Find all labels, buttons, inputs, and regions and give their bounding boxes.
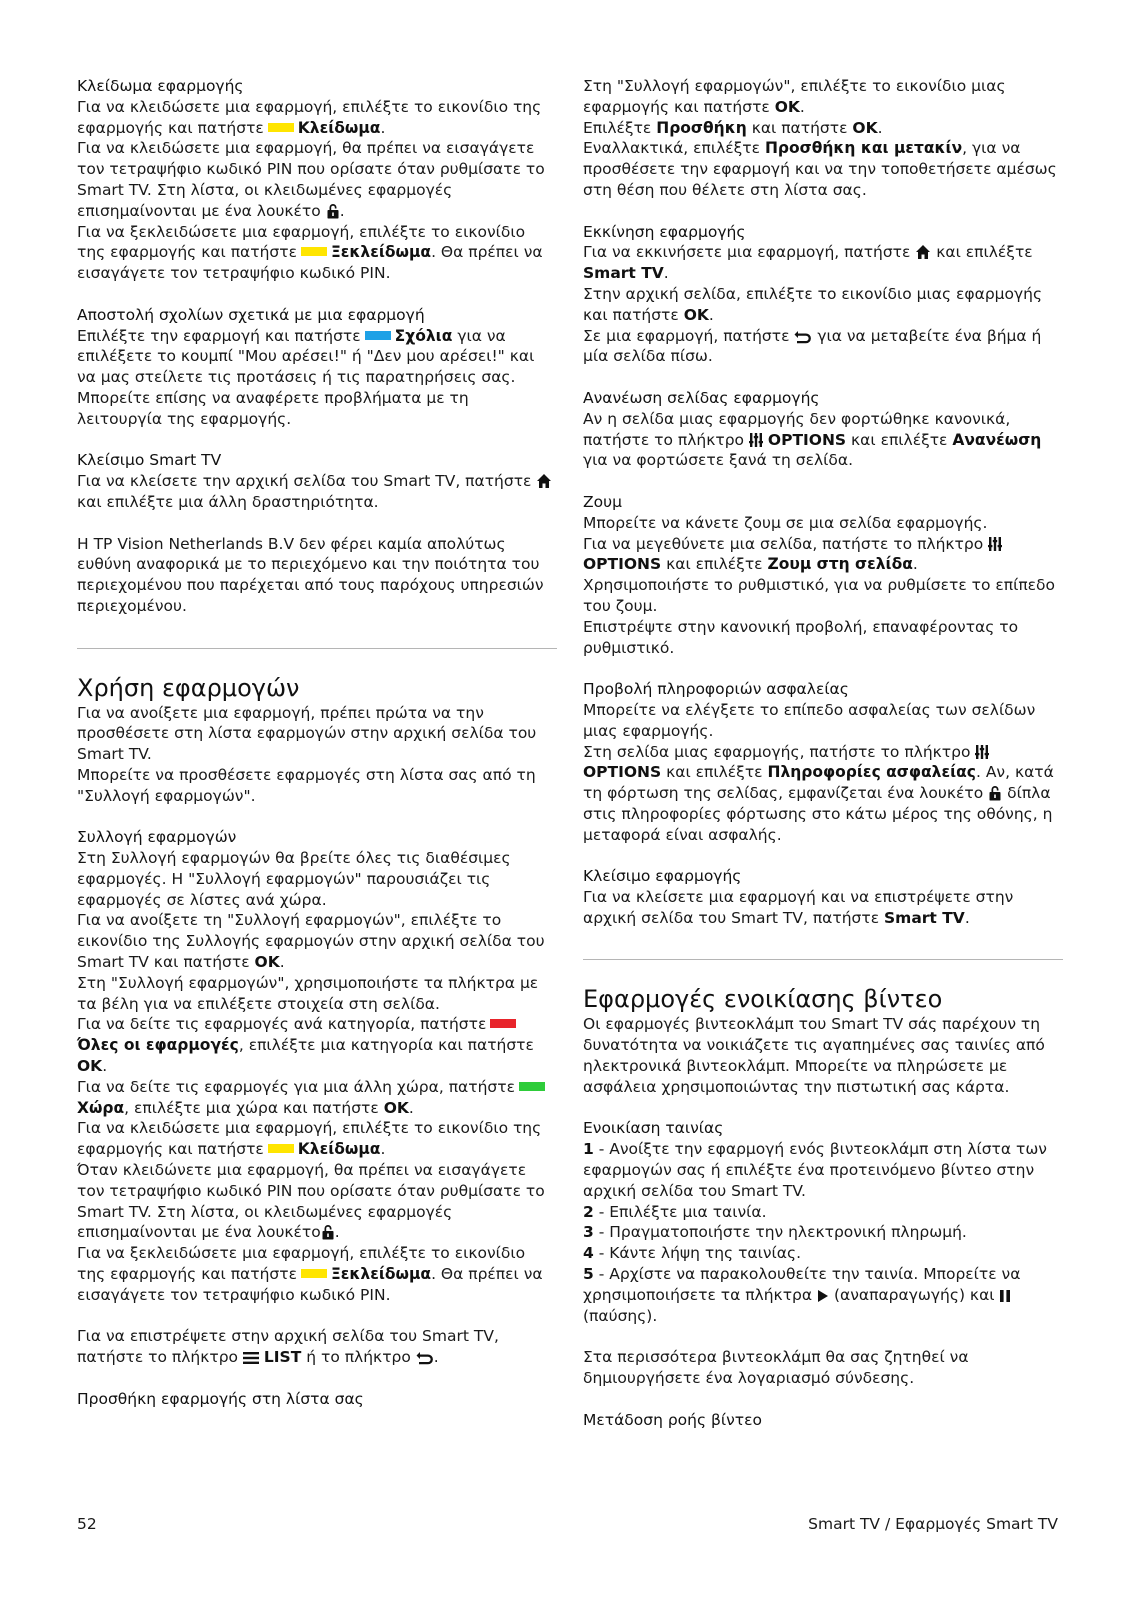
reload-title: Ανανέωση σελίδας εφαρμογής bbox=[583, 388, 820, 407]
zoom-p2: Για να μεγεθύνετε μια σελίδα, πατήστε το πλήκτρο OPTIONS και επιλέξτε Ζουμ στη σελίδα. bbox=[583, 534, 1063, 576]
zoom-p1: Μπορείτε να κάνετε ζουμ σε μια σελίδα εφαρμογής. bbox=[583, 513, 988, 532]
gallery-p2: Για να ανοίξετε τη "Συλλογή εφαρμογών", επιλέξτε το εικονίδιο της Συλλογής εφαρμογών στην αρχική σελίδα του Smart TV και πατήστε OK. bbox=[77, 911, 545, 972]
launch-p3: Σε μια εφαρμογή, πατήστε για να μεταβείτε ένα βήμα ή μία σελίδα πίσω. bbox=[583, 326, 1042, 366]
unlock-key-label: Ξεκλείδωμα bbox=[330, 243, 432, 262]
using-apps-p1: Για να ανοίξετε μια εφαρμογή, πρέπει πρώτα να την προσθέσετε στη λίστα εφαρμογών στην αρχική σελίδα του Smart TV. bbox=[77, 703, 537, 764]
gallery-p7: Όταν κλειδώνετε μια εφαρμογή, θα πρέπει να εισαγάγετε τον τετραψήφιο κωδικό PIN που ορίσατε όταν ρυθμίσατε το Smart TV. Στη λίστα, οι κλειδωμένες εφαρμογές επισημαίνονται με ένα λουκέτο . bbox=[77, 1161, 545, 1242]
security-p2: Στη σελίδα μιας εφαρμογής, πατήστε το πλήκτρο OPTIONS και επιλέξτε Πληροφορίες ασφαλείας. Αν, κατά τη φόρτωση της σελίδας, εμφανίζεται ένα λουκέτο δίπλα στις πληροφορίες φόρτωσης στο κάτω μέρος της οθόνης, η μεταφορά είναι ασφαλής. bbox=[583, 742, 1054, 844]
back-icon bbox=[416, 1351, 434, 1365]
section-divider bbox=[583, 959, 1063, 960]
zoom-p4: Επιστρέψτε στην κανονική προβολή, επαναφέροντας το ρυθμιστικό. bbox=[583, 617, 1019, 657]
close-smart-title: Κλείσιμο Smart TV bbox=[77, 451, 222, 470]
yellow-key-icon bbox=[301, 247, 327, 256]
add-key-label: Προσθήκη bbox=[656, 118, 747, 137]
lock-icon bbox=[321, 1224, 335, 1240]
rent-step-3: 3 - Πραγματοποιήστε την ηλεκτρονική πληρωμή. bbox=[583, 1223, 967, 1242]
lock-key-label: Κλείδωμα bbox=[297, 118, 381, 137]
feedback-p1: Επιλέξτε την εφαρμογή και πατήστε Σχόλια για να επιλέξετε το κουμπί "Μου αρέσει!" ή "Δεν μου αρέσει!" και να μας στείλετε τις προτάσεις ή τις παρατηρήσεις σας. Μπορείτε επίσης να αναφέρετε προβλήματα με τη λειτουργία της εφαρμογής. bbox=[77, 326, 535, 428]
rental-heading: Εφαρμογές ενοικίασης βίντεο bbox=[583, 985, 943, 1014]
options-icon bbox=[988, 536, 1002, 552]
lock-app-p3: Για να ξεκλειδώσετε μια εφαρμογή, επιλέξτε το εικονίδιο της εφαρμογής και πατήστε Ξεκλείδωμα. Θα πρέπει να εισαγάγετε τον τετραψήφιο κωδικό PIN. bbox=[77, 222, 543, 283]
gallery-p3: Στη "Συλλογή εφαρμογών", χρησιμοποιήστε τα πλήκτρα με τα βέλη για να επιλέξετε στοιχεία στη σελίδα. bbox=[77, 973, 539, 1013]
options-icon bbox=[749, 432, 763, 448]
page-number: 52 bbox=[77, 1515, 97, 1533]
yellow-key-icon bbox=[268, 1144, 294, 1153]
rental-account-p: Στα περισσότερα βιντεοκλάμπ θα σας ζητηθεί να δημιουργήσετε ένα λογαριασμό σύνδεσης. bbox=[583, 1348, 969, 1388]
rent-step-2: 2 - Επιλέξτε μια ταινία. bbox=[583, 1202, 767, 1221]
using-apps-p2: Μπορείτε να προσθέσετε εφαρμογές στη λίστα σας από τη "Συλλογή εφαρμογών". bbox=[77, 765, 536, 805]
lock-icon bbox=[988, 785, 1002, 801]
green-key-icon bbox=[519, 1082, 545, 1091]
country-key-label: Χώρα bbox=[77, 1098, 125, 1117]
close-smart-p1: Για να κλείσετε την αρχική σελίδα του Smart TV, πατήστε και επιλέξτε μια άλλη δραστηριότητα. bbox=[77, 471, 557, 513]
reload-p1: Αν η σελίδα μιας εφαρμογής δεν φορτώθηκε κανονικά, πατήστε το πλήκτρο OPTIONS και επιλέξτε Ανανέωση για να φορτώσετε ξανά τη σελίδα. bbox=[583, 409, 1042, 470]
add-app-title: Προσθήκη εφαρμογής στη λίστα σας bbox=[77, 1389, 364, 1408]
launch-p1: Για να εκκινήσετε μια εφαρμογή, πατήστε και επιλέξτε Smart TV. bbox=[583, 243, 1033, 283]
zoom-title: Ζουμ bbox=[583, 492, 622, 511]
all-apps-key-label: Όλες οι εφαρμογές bbox=[77, 1036, 239, 1055]
rent-movie-title: Ενοικίαση ταινίας bbox=[583, 1119, 724, 1138]
left-column bbox=[77, 76, 557, 1410]
security-title: Προβολή πληροφοριών ασφαλείας bbox=[583, 680, 849, 699]
zoom-page-key-label: Ζουμ στη σελίδα bbox=[767, 555, 913, 574]
lock-key-label: Κλείδωμα bbox=[297, 1140, 381, 1159]
add-p2: Επιλέξτε Προσθήκη και πατήστε OK. bbox=[583, 118, 883, 137]
lock-app-p2: Για να κλειδώσετε μια εφαρμογή, θα πρέπει να εισαγάγετε τον τετραψήφιο κωδικό PIN που ορίσατε όταν ρυθμίσατε το Smart TV. Στη λίστα, οι κλειδωμένες εφαρμογές επισημαίνονται με ένα λουκέτο . bbox=[77, 139, 545, 220]
unlock-key-label: Ξεκλείδωμα bbox=[330, 1265, 432, 1284]
launch-p2: Στην αρχική σελίδα, επιλέξτε το εικονίδιο μιας εφαρμογής και πατήστε OK. bbox=[583, 284, 1043, 324]
streaming-title: Μετάδοση ροής βίντεο bbox=[583, 1410, 762, 1429]
add-p3: Εναλλακτικά, επιλέξτε Προσθήκη και μετακίν, για να προσθέσετε την εφαρμογή και να την τοποθετήσετε αμέσως στη θέση που θέλετε στη λίστα σας. bbox=[583, 139, 1057, 199]
add-p1: Στη "Συλλογή εφαρμογών", επιλέξτε το εικονίδιο μιας εφαρμογής και πατήστε OK. bbox=[583, 77, 1006, 116]
lock-icon bbox=[326, 203, 340, 219]
pause-icon bbox=[999, 1289, 1011, 1303]
rent-step-5: 5 - Αρχίστε να παρακολουθείτε την ταινία. Μπορείτε να χρησιμοποιήσετε τα πλήκτρα (αναπαραγωγής) και (παύσης). bbox=[583, 1265, 1021, 1325]
rent-step-1: 1 - Ανοίξτε την εφαρμογή ενός βιντεοκλάμπ στη λίστα των εφαρμογών σας ή επιλέξτε ένα προτεινόμενο βίντεο στην αρχική σελίδα του Smart TV. bbox=[583, 1140, 1047, 1200]
back-icon bbox=[794, 330, 812, 344]
gallery-p1: Στη Συλλογή εφαρμογών θα βρείτε όλες τις διαθέσιμες εφαρμογές. Η "Συλλογή εφαρμογών" παρουσιάζει τις εφαρμογές σε λίστες ανά χώρα. bbox=[77, 849, 511, 909]
rent-step-4: 4 - Κάντε λήψη της ταινίας. bbox=[583, 1244, 802, 1263]
footer-section-title: Smart TV / Εφαρμογές Smart TV bbox=[808, 1515, 1058, 1533]
zoom-p3: Χρησιμοποιήστε το ρυθμιστικό, για να ρυθμίσετε το επίπεδο του ζουμ. bbox=[583, 576, 1056, 615]
reload-key-label: Ανανέωση bbox=[952, 430, 1042, 449]
close-app-p1: Για να κλείσετε μια εφαρμογή και να επιστρέψετε στην αρχική σελίδα του Smart TV, πατήστε Smart TV. bbox=[583, 888, 1014, 927]
home-icon bbox=[536, 473, 552, 489]
add-move-key-label: Προσθήκη και μετακίν bbox=[764, 139, 963, 158]
gallery-title: Συλλογή εφαρμογών bbox=[77, 828, 237, 847]
gallery-p9: Για να επιστρέψετε στην αρχική σελίδα του Smart TV, πατήστε το πλήκτρο LIST ή το πλήκτρο . bbox=[77, 1327, 499, 1367]
gallery-p4: Για να δείτε τις εφαρμογές ανά κατηγορία, πατήστεΌλες οι εφαρμογές, επιλέξτε μια κατηγορία και πατήστε OK. bbox=[77, 1015, 534, 1076]
launch-title: Εκκίνηση εφαρμογής bbox=[583, 222, 746, 241]
lock-app-p1: Για να κλειδώσετε μια εφαρμογή, επιλέξτε το εικονίδιο της εφαρμογής και πατήστε Κλείδωμα. bbox=[77, 97, 542, 137]
gallery-p6: Για να κλειδώσετε μια εφαρμογή, επιλέξτε το εικονίδιο της εφαρμογής και πατήστε Κλείδωμα. bbox=[77, 1119, 542, 1159]
play-icon bbox=[817, 1289, 829, 1303]
right-column bbox=[583, 76, 1063, 1430]
close-app-title: Κλείσιμο εφαρμογής bbox=[583, 867, 742, 886]
gallery-p8: Για να ξεκλειδώσετε μια εφαρμογή, επιλέξτε το εικονίδιο της εφαρμογής και πατήστε Ξεκλείδωμα. Θα πρέπει να εισαγάγετε τον τετραψήφιο κωδικό PIN. bbox=[77, 1244, 543, 1304]
rental-p1: Οι εφαρμογές βιντεοκλάμπ του Smart TV σάς παρέχουν τη δυνατότητα να νοικιάζετε τις αγαπημένες σας ταινίες από ηλεκτρονικά βιντεοκλάμπ. Μπορείτε να πληρώσετε με ασφάλεια χρησιμοποιώντας την πιστωτική σας κάρτα. bbox=[583, 1015, 1045, 1096]
list-icon bbox=[243, 1351, 259, 1365]
feedback-title: Αποστολή σχολίων σχετικά με μια εφαρμογή bbox=[77, 305, 425, 324]
options-icon bbox=[975, 744, 989, 760]
blue-key-icon bbox=[365, 331, 391, 340]
disclaimer: Η TP Vision Netherlands B.V δεν φέρει καμία απολύτως ευθύνη αναφορικά με το περιεχόμενο και την ποιότητα του περιεχομένου που παρέχεται από τους παρόχους υπηρεσιών περιεχομένου. bbox=[77, 534, 544, 615]
security-info-key-label: Πληροφορίες ασφαλείας bbox=[767, 763, 976, 782]
home-icon bbox=[915, 244, 931, 260]
red-key-icon bbox=[490, 1019, 516, 1028]
yellow-key-icon bbox=[268, 123, 294, 132]
section-divider bbox=[77, 648, 557, 649]
using-apps-heading: Χρήση εφαρμογών bbox=[77, 673, 300, 702]
gallery-p5: Για να δείτε τις εφαρμογές για μια άλλη χώρα, πατήστεΧώρα, επιλέξτε μια χώρα και πατήστε OK. bbox=[77, 1077, 557, 1119]
yellow-key-icon bbox=[301, 1269, 327, 1278]
lock-app-title: Κλείδωμα εφαρμογής bbox=[77, 77, 244, 95]
feedback-key-label: Σχόλια bbox=[394, 326, 453, 345]
security-p1: Μπορείτε να ελέγξετε το επίπεδο ασφαλείας των σελίδων μιας εφαρμογής. bbox=[583, 700, 1036, 740]
